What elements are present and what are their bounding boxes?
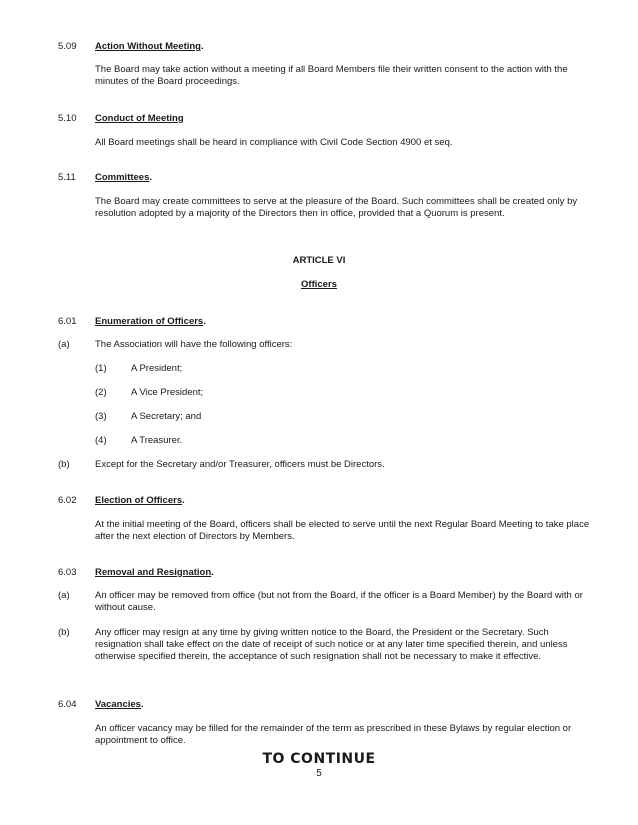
list-item-text: A Treasurer. (131, 435, 183, 446)
section-number-5-09: 5.09 (58, 41, 77, 52)
section-number-6-03: 6.03 (58, 567, 77, 578)
section-number-5-10: 5.10 (58, 113, 77, 124)
section-heading-5-11-period: . (149, 172, 153, 183)
list-item-text: A Secretary; and (131, 411, 202, 422)
section-heading-6-04-period: . (140, 699, 144, 710)
section-number-6-04: 6.04 (58, 699, 77, 710)
section-heading-6-02-text: Election of Officers (95, 495, 183, 506)
section-text-5-10: All Board meetings shall be heard in compliance with Civil Code Section 4900 et seq. (95, 137, 453, 148)
section-heading-6-01-text: Enumeration of Officers (95, 316, 204, 327)
section-heading-6-04 (95, 699, 144, 711)
section-number-6-01: 6.01 (58, 316, 77, 327)
section-heading-6-03-text: Removal and Resignation (95, 567, 212, 578)
list-item-text: A President; (131, 363, 183, 374)
section-heading-6-03-period: . (211, 567, 214, 578)
section-heading-6-03 (95, 567, 214, 579)
section-heading-5-11-text: Committees (95, 172, 150, 183)
subsection-label-6-03-a: (a) (58, 590, 70, 601)
section-heading-5-10: Conduct of Meeting (95, 113, 184, 124)
to-continue-label: TO CONTINUE (262, 751, 376, 767)
subsection-label-6-01-b: (b) (58, 459, 70, 470)
section-heading-5-09-period: . (200, 41, 204, 52)
section-heading-6-04-text: Vacancies (95, 699, 141, 710)
section-heading-6-01 (95, 316, 206, 328)
page-number: 5 (316, 768, 322, 779)
section-heading-5-09-text: Action Without Meeting (95, 41, 201, 52)
subsection-text-6-01-a: The Association will have the following officers: (95, 339, 293, 350)
subsection-label-6-01-a: (a) (58, 339, 70, 350)
subsection-text-6-03-b: Any officer may resign at any time by giving written notice to the Board, the President or the Secretary. Such resignation shall take effect on the date of receipt of such notice or at any later time specified therein, and unless otherwise specified therein, the acceptance of such resignation shall not be necessary to make it effective. (95, 627, 568, 662)
article-subtitle: Officers (301, 279, 337, 290)
section-text-6-02: At the initial meeting of the Board, officers shall be elected to serve until the next Regular Board Meeting to take place after the next election of Directors by Members. (95, 519, 590, 542)
subsection-text-6-01-b: Except for the Secretary and/or Treasurer, officers must be Directors. (95, 459, 385, 470)
list-item-number: (2) (95, 387, 107, 398)
subsection-text-6-03-a: An officer may be removed from office (but not from the Board, if the officer is a Board Member) by the Board with or without cause. (95, 590, 583, 613)
section-text-5-09: The Board may take action without a meeting if all Board Members file their written consent to the action with the minutes of the Board proceedings. (95, 64, 568, 87)
subsection-label-6-03-b: (b) (58, 627, 70, 638)
section-heading-5-09 (95, 41, 204, 53)
article-title: ARTICLE VI (292, 255, 346, 266)
section-number-6-02: 6.02 (58, 495, 77, 506)
section-text-5-11: The Board may create committees to serve at the pleasure of the Board. Such committees shall be created only by resolution adopted by a majority of the Directors then in office, provided that a Quorum is present. (95, 196, 578, 219)
section-number-5-11: 5.11 (58, 172, 76, 183)
section-heading-6-01-period: . (203, 316, 206, 327)
list-item-number: (4) (95, 435, 107, 446)
list-item-text: A Vice President; (131, 387, 204, 398)
section-heading-5-11 (95, 172, 152, 184)
section-heading-6-02-period: . (182, 495, 185, 506)
section-heading-6-02 (95, 495, 185, 507)
list-item-number: (1) (95, 363, 107, 374)
list-item-number: (3) (95, 411, 107, 422)
section-text-6-04: An officer vacancy may be filled for the remainder of the term as prescribed in these Bylaws by regular election or appointment to office. (95, 723, 572, 746)
